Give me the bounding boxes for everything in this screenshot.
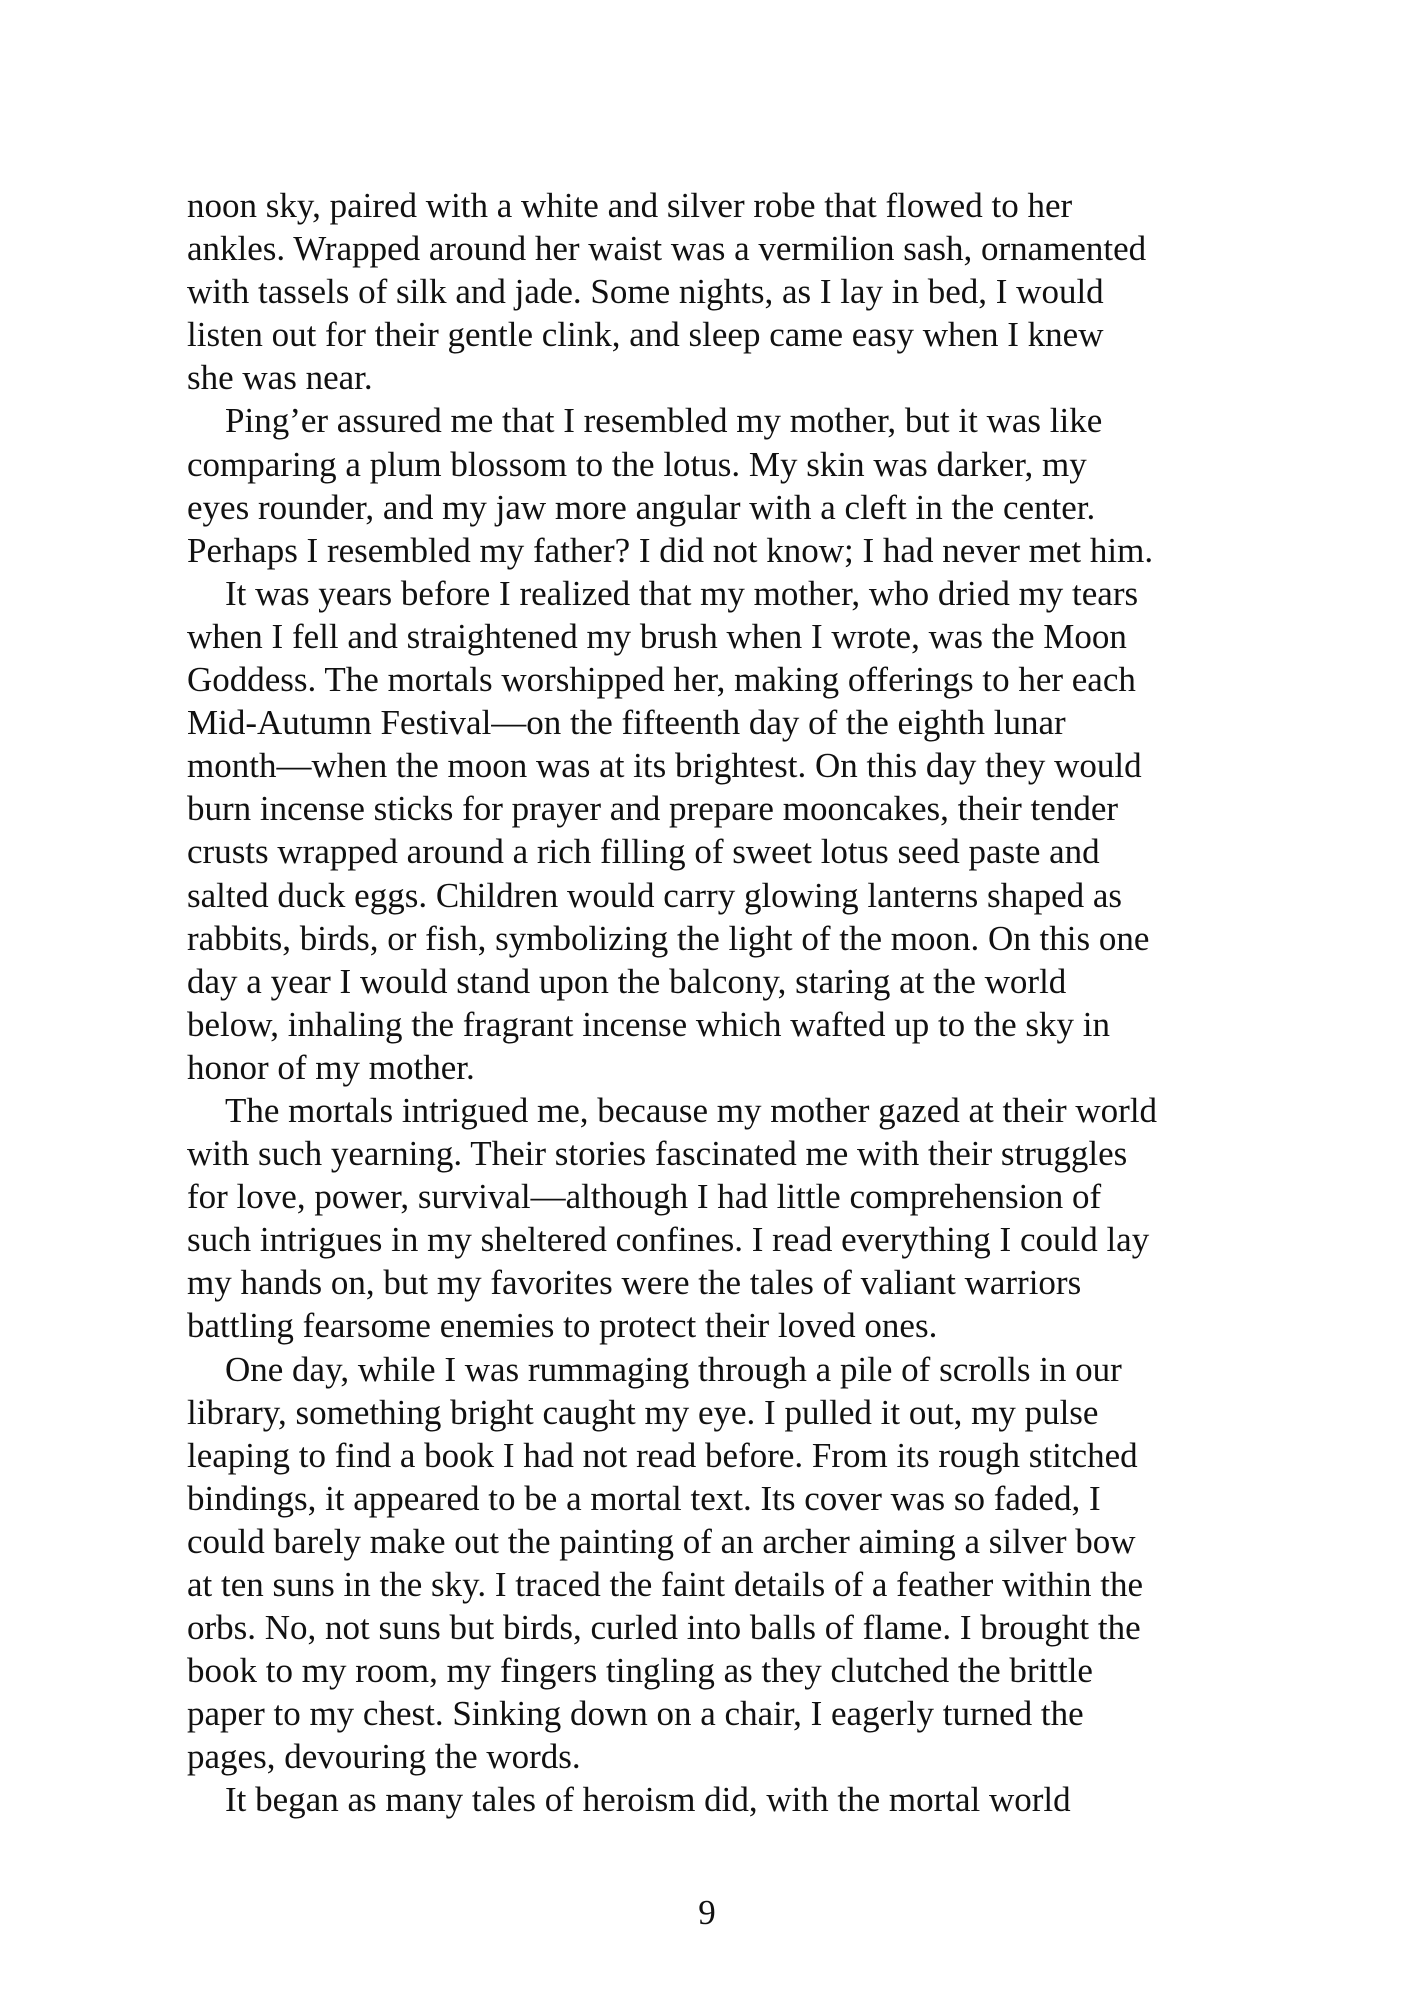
text-line: comparing a plum blossom to the lotus. My skin was darker, my bbox=[187, 444, 1087, 484]
text-line: such intrigues in my sheltered confines. I read everything I could lay bbox=[187, 1220, 1150, 1260]
text-line: when I fell and straightened my brush when I wrote, was the Moon bbox=[187, 616, 1127, 656]
body-text bbox=[187, 184, 1247, 1822]
text-line: my hands on, but my favorites were the tales of valiant warriors bbox=[187, 1263, 1082, 1303]
text-line: Goddess. The mortals worshipped her, making offerings to her each bbox=[187, 660, 1136, 700]
text-line: book to my room, my fingers tingling as they clutched the brittle bbox=[187, 1651, 1093, 1691]
page-number: 9 bbox=[698, 1893, 716, 1932]
text-line: noon sky, paired with a white and silver robe that flowed to her bbox=[187, 186, 1073, 225]
text-line: below, inhaling the fragrant incense which wafted up to the sky in bbox=[187, 1004, 1111, 1044]
text-line: with such yearning. Their stories fascinated me with their struggles bbox=[187, 1134, 1128, 1174]
text-line: It began as many tales of heroism did, with the mortal world bbox=[225, 1780, 1071, 1820]
text-line: One day, while I was rummaging through a pile of scrolls in our bbox=[225, 1349, 1122, 1389]
text-line: listen out for their gentle clink, and sleep came easy when I knew bbox=[187, 315, 1104, 355]
text-line: could barely make out the painting of an archer aiming a silver bow bbox=[187, 1521, 1136, 1561]
text-line: It was years before I realized that my mother, who dried my tears bbox=[225, 573, 1139, 613]
text-line: library, something bright caught my eye. I pulled it out, my pulse bbox=[187, 1392, 1099, 1432]
text-line: at ten suns in the sky. I traced the faint details of a feather within the bbox=[187, 1565, 1144, 1604]
text-line: Ping’er assured me that I resembled my mother, but it was like bbox=[225, 401, 1103, 441]
paragraph bbox=[187, 1089, 1247, 1348]
text-line: bindings, it appeared to be a mortal text. Its cover was so faded, I bbox=[187, 1478, 1101, 1518]
text-line: crusts wrapped around a rich filling of sweet lotus seed paste and bbox=[187, 832, 1100, 872]
text-line: The mortals intrigued me, because my mother gazed at their world bbox=[225, 1090, 1158, 1130]
text-line: for love, power, survival—although I had little comprehension of bbox=[187, 1177, 1102, 1217]
text-line: orbs. No, not suns but birds, curled into balls of flame. I brought the bbox=[187, 1608, 1141, 1648]
text-line: she was near. bbox=[187, 358, 373, 398]
text-line: pages, devouring the words. bbox=[187, 1737, 581, 1777]
text-line: day a year I would stand upon the balcony, staring at the world bbox=[187, 961, 1067, 1001]
text-line: leaping to find a book I had not read before. From its rough stitched bbox=[187, 1435, 1138, 1475]
text-line: honor of my mother. bbox=[187, 1047, 475, 1087]
paragraph bbox=[187, 1348, 1247, 1779]
text-line: ankles. Wrapped around her waist was a vermilion sash, ornamented bbox=[187, 229, 1147, 269]
text-line: salted duck eggs. Children would carry glowing lanterns shaped as bbox=[187, 875, 1123, 915]
paragraph bbox=[187, 572, 1247, 1089]
text-line: Mid-Autumn Festival—on the fifteenth day of the eighth lunar bbox=[187, 703, 1066, 743]
text-line: Perhaps I resembled my father? I did not know; I had never met him. bbox=[187, 530, 1154, 570]
text-line: paper to my chest. Sinking down on a chair, I eagerly turned the bbox=[187, 1694, 1084, 1734]
text-line: eyes rounder, and my jaw more angular with a cleft in the center. bbox=[187, 487, 1096, 527]
paragraph bbox=[187, 399, 1247, 571]
text-line: burn incense sticks for prayer and prepare mooncakes, their tender bbox=[187, 789, 1119, 829]
text-line: month—when the moon was at its brightest. On this day they would bbox=[187, 746, 1142, 786]
text-line: rabbits, birds, or fish, symbolizing the light of the moon. On this one bbox=[187, 918, 1150, 958]
text-line: with tassels of silk and jade. Some nights, as I lay in bed, I would bbox=[187, 272, 1104, 312]
paragraph bbox=[187, 184, 1247, 399]
text-line: battling fearsome enemies to protect their loved ones. bbox=[187, 1306, 938, 1346]
paragraph bbox=[187, 1778, 1247, 1821]
